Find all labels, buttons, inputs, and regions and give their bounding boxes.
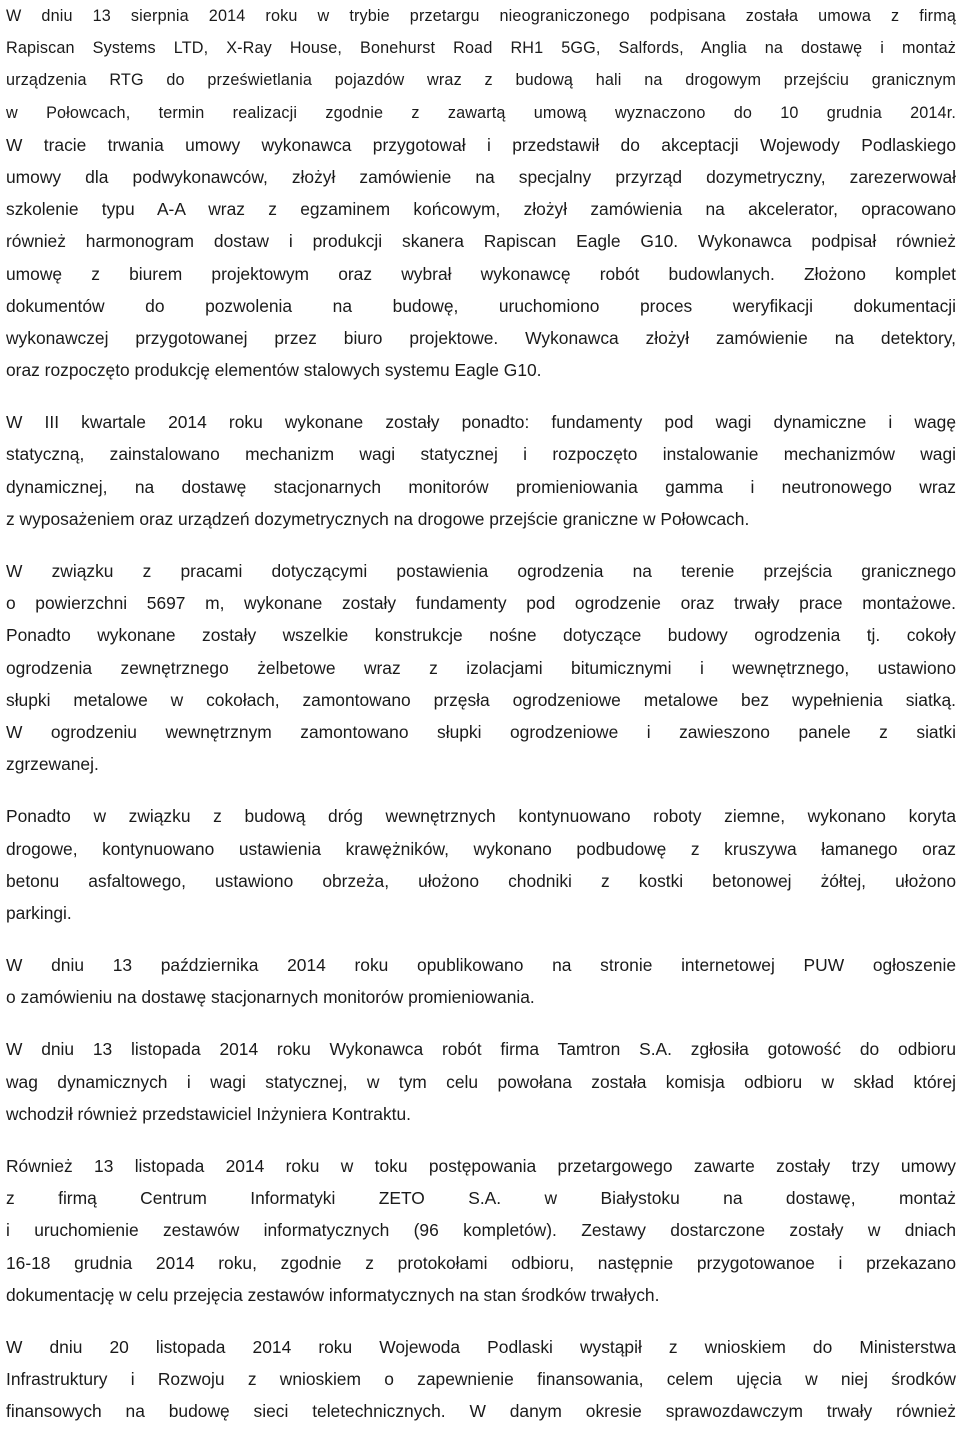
paragraph: [6, 0, 956, 386]
paragraph-line: wchodził również przedstawiciel Inżyniera Kontraktu.: [6, 1103, 411, 1124]
paragraph-line: wykonawczej przygotowanej przez biuro projektowe. Wykonawca złożył zamówienie na detektory,: [6, 327, 956, 348]
paragraph-line: dynamicznej, na dostawę stacjonarnych monitorów promieniowania gamma i neutronowego wraz: [6, 476, 956, 497]
paragraph-line: Ponadto w związku z budową dróg wewnętrznych kontynuowano roboty ziemne, wykonano koryta: [6, 806, 956, 827]
paragraph: [6, 1033, 956, 1130]
paragraph-line: statyczną, zainstalowano mechanizm wagi statycznej i rozpoczęto instalowanie mechanizmów wagi: [6, 444, 956, 465]
paragraph-line: umowy dla podwykonawców, złożył zamówienie na specjalny przyrząd dozymetryczny, zarezerwował: [6, 166, 956, 187]
paragraph-line: Infrastruktury i Rozwoju z wnioskiem o zapewnienie finansowania, celem ujęcia w niej środków: [6, 1369, 956, 1390]
paragraph: [6, 555, 956, 780]
paragraph-line: z wyposażeniem oraz urządzeń dozymetrycznych na drogowe przejście graniczne w Połowcach.: [6, 508, 750, 529]
paragraph: [6, 1150, 956, 1311]
paragraph: [6, 1331, 956, 1428]
paragraph-line: W dniu 13 listopada 2014 roku Wykonawca robót firma Tamtron S.A. zgłosiła gotowość do odbioru: [6, 1039, 956, 1060]
paragraph-line: W dniu 20 listopada 2014 roku Wojewoda Podlaski wystąpił z wnioskiem do Ministerstwa: [6, 1336, 956, 1357]
paragraph-line: oraz rozpoczęto produkcję elementów stalowych systemu Eagle G10.: [6, 360, 542, 381]
paragraph-line: urządzenia RTG do prześwietlania pojazdów wraz z budową hali na drogowym przejściu granicznym: [6, 71, 956, 90]
paragraph-line: W dniu 13 października 2014 roku opublikowano na stronie internetowej PUW ogłoszenie: [6, 955, 956, 976]
paragraph-line: drogowe, kontynuowano ustawienia krawężników, wykonano podbudowę z kruszywa łamanego oraz: [6, 838, 956, 859]
paragraph-line: Również 13 listopada 2014 roku w toku postępowania przetargowego zawarte zostały trzy umowy: [6, 1156, 956, 1176]
paragraph-line: słupki metalowe w cokołach, zamontowano przęsła ogrodzeniowe metalowe bez wypełnienia siatką.: [6, 689, 956, 710]
paragraph-line: finansowych na budowę sieci teletechnicznych. W danym okresie sprawozdawczym trwały również: [6, 1401, 956, 1422]
paragraph-line: Ponadto wykonane zostały wszelkie konstrukcje nośne dotyczące budowy ogrodzenia tj. cokoły: [6, 625, 956, 646]
paragraph-line: W dniu 13 sierpnia 2014 roku w trybie przetargu nieograniczonego podpisana została umowa z firmą: [6, 7, 956, 25]
paragraph-line: zgrzewanej.: [6, 754, 99, 775]
paragraph: [6, 800, 956, 929]
paragraph-line: i uruchomienie zestawów informatycznych (96 kompletów). Zestawy dostarczone zostały w dniach: [6, 1220, 956, 1241]
paragraph-line: betonu asfaltowego, ustawiono obrzeża, ułożono chodniki z kostki betonowej żółtej, ułożono: [6, 870, 956, 891]
paragraph-line: W III kwartale 2014 roku wykonane zostały ponadto: fundamenty pod wagi dynamiczne i wagę: [6, 412, 956, 433]
paragraph-line: ogrodzenia zewnętrznego żelbetowe wraz z izolacjami bitumicznymi i wewnętrznego, ustawiono: [6, 657, 956, 678]
paragraph-line: również harmonogram dostaw i produkcji skanera Rapiscan Eagle G10. Wykonawca podpisał również: [6, 231, 956, 252]
paragraph-line: wag dynamicznych i wagi statycznej, w tym celu powołana została komisja odbioru w skład której: [6, 1071, 956, 1092]
paragraph-line: W związku z pracami dotyczącymi postawienia ogrodzenia na terenie przejścia granicznego: [6, 561, 956, 581]
paragraph-line: o zamówieniu na dostawę stacjonarnych monitorów promieniowania.: [6, 987, 535, 1008]
paragraph-line: dokumentów do pozwolenia na budowę, uruchomiono proces weryfikacji dokumentacji: [6, 295, 956, 316]
paragraph-line: parkingi.: [6, 902, 72, 923]
paragraph-line: z firmą Centrum Informatyki ZETO S.A. w Białystoku na dostawę, montaż: [6, 1188, 956, 1209]
paragraph-line: o powierzchni 5697 m, wykonane zostały fundamenty pod ogrodzenie oraz trwały prace montażowe.: [6, 593, 956, 614]
paragraph-line: Rapiscan Systems LTD, X-Ray House, Bonehurst Road RH1 5GG, Salfords, Anglia na dostawę i montaż: [6, 39, 956, 58]
paragraph-line: dokumentację w celu przejęcia zestawów informatycznych na stan środków trwałych.: [6, 1284, 660, 1305]
paragraph: [6, 949, 956, 1013]
paragraph-line: 16-18 grudnia 2014 roku, zgodnie z protokołami odbioru, następnie przygotowanoe i przekazano: [6, 1252, 956, 1273]
paragraph: [6, 406, 956, 535]
paragraph-line: w Połowcach, termin realizacji zgodnie z zawartą umową wyznaczono do 10 grudnia 2014r.: [6, 103, 956, 122]
paragraph-line: W tracie trwania umowy wykonawca przygotował i przedstawił do akceptacji Wojewody Podlaskiego: [6, 134, 956, 155]
paragraph-line: W ogrodzeniu wewnętrznym zamontowano słupki ogrodzeniowe i zawieszono panele z siatki: [6, 721, 956, 742]
paragraph-line: umowę z biurem projektowym oraz wybrał wykonawcę robót budowlanych. Złożono komplet: [6, 263, 956, 284]
paragraph-line: szkolenie typu A-A wraz z egzaminem końcowym, złożył zamówienia na akcelerator, opracowano: [6, 199, 956, 220]
